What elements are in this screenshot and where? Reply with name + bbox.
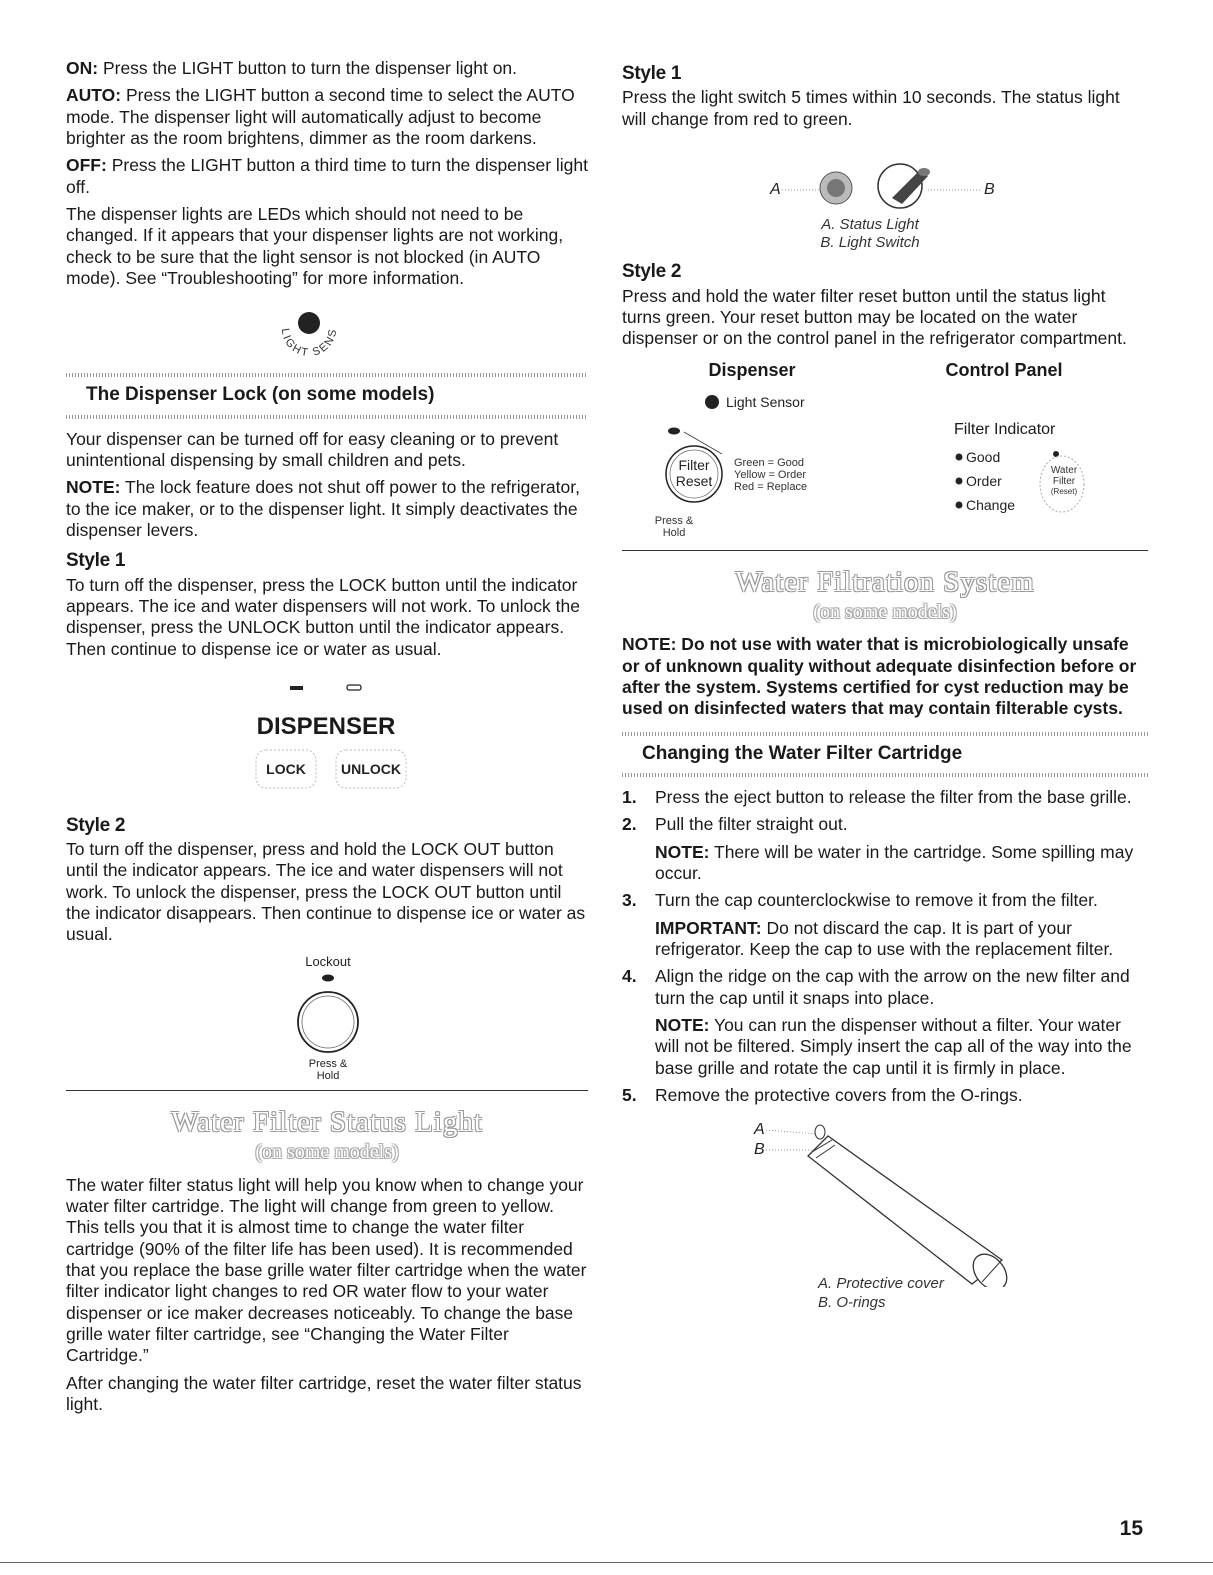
- section-divider: [66, 415, 588, 419]
- fig-caption-b: B. O-rings: [818, 1293, 886, 1311]
- lock-intro: Your dispenser can be turned off for easy cleaning or to prevent unintentional dispensing by small children and pets.: [66, 428, 559, 470]
- filter-indicator-title: Filter Indicator: [954, 420, 1056, 438]
- lock-section-title: The Dispenser Lock (on some models): [86, 384, 435, 406]
- unlock-indicator-icon: [347, 685, 361, 690]
- button-text: Filter: [1052, 475, 1076, 487]
- left-column: [66, 58, 588, 1421]
- right-column: [622, 58, 1148, 1312]
- light-switch-icon: [878, 164, 930, 208]
- lockout-button: [298, 992, 358, 1052]
- lock-style1-text: To turn off the dispenser, press the LOCK button until the indicator appears. The ice and water dispensers will not work. To unlock the dispenser, press the UNLOCK button until the indicator appears. Then continue to dispense ice or water as usual.: [66, 574, 580, 659]
- list-item: 2. Pull the filter straight out. NOTE: There will be water in the cartridge. Some spilling may occur.: [622, 814, 1148, 884]
- reset-style2-text: Press and hold the water filter reset button until the status light turns green. Your reset button may be located on the water dispenser or on the control panel in the refrigerator compartment.: [622, 285, 1127, 349]
- reset-indicator-icon: [668, 427, 680, 434]
- status-light-para2: After changing the water filter cartridge, reset the water filter status light.: [66, 1372, 582, 1414]
- indicator-item: Order: [966, 472, 1002, 489]
- indicator-good-dot-icon: [956, 453, 963, 460]
- fig-caption-a: A. Protective cover: [818, 1275, 944, 1293]
- indicator-item: Change: [966, 496, 1016, 513]
- dispenser-lock-panel: [66, 666, 588, 806]
- dispenser-heading: Dispenser: [708, 359, 796, 380]
- reset-style2-heading: Style 2: [622, 261, 682, 283]
- led-paragraph: The dispenser lights are LEDs which should not need to be changed. If it appears that your dispenser lights are not working, check to be sure that the light sensor is not blocked (in AUTO mode). See “Troubleshooting” for more information.: [66, 204, 564, 289]
- fig-caption-b: B. Light Switch: [820, 234, 920, 252]
- status-light-para1: The water filter status light will help you know when to change your water filter cartridge. The light will change from green to yellow. This tells you that it is almost time to change the water filter cartridge (90% of the filter life has been used). It is recommended that you replace the base grille water filter cartridge when the water filter indicator light changes to red OR water flow to your water dispenser or ice maker decreases noticeably. To change the base grille water filter cartridge, see “Changing the Water Filter Cartridge.”: [66, 1174, 587, 1366]
- water-filter-cartridge-icon: [808, 1125, 1014, 1287]
- reset-style1-text: Press the light switch 5 times within 10 seconds. The status light will change from red to green.: [622, 87, 1120, 129]
- light-mode-on: ON: Press the LIGHT button to turn the dispenser light on.: [66, 58, 518, 78]
- list-item: 4. Align the ridge on the cap with the arrow on the new filter and turn the cap until it snaps into place. NOTE: You can run the dispenser without a filter. Your water will not be filtered. Simply insert the cap all of the way into the base grille and rotate the cap until it is firmly in place.: [622, 966, 1148, 1079]
- reset-style1-heading: Style 1: [622, 63, 682, 84]
- press-hold-label: Hold: [316, 1069, 340, 1082]
- page-bottom-rule: [0, 1562, 1213, 1563]
- light-sensor-dot-icon: [705, 395, 719, 409]
- filtration-title: Water Filtration System: [735, 565, 1035, 598]
- lock-label: LOCK: [266, 760, 306, 777]
- svg-text:LIGHT SENSOR: [66, 295, 339, 359]
- changing-title: Changing the Water Filter Cartridge: [642, 742, 963, 764]
- list-item: 1. Press the eject button to release the filter from the base grille.: [622, 786, 1132, 807]
- press-hold-label: Press &: [654, 514, 694, 527]
- filter-cartridge-figure: [622, 1112, 1148, 1287]
- light-sensor-text: Light Sensor: [726, 393, 805, 410]
- filtration-note: NOTE: Do not use with water that is microbiologically unsafe or of unknown quality without adequate disinfection before or after the system. Systems certified for cyst reduction may be used on disinfected waters that may contain filterable cysts.: [622, 634, 1137, 719]
- light-sensor-label: LIGHT SENS: [278, 327, 340, 360]
- control-panel-heading: Control Panel: [945, 359, 1063, 380]
- list-item: 3. Turn the cap counterclockwise to remove it from the filter. IMPORTANT: Do not discard the cap. It is part of your refrigerator. Keep the cap to use with the replacement filter.: [622, 890, 1148, 960]
- indicator-order-dot-icon: [956, 477, 963, 484]
- lock-style1-heading: Style 1: [66, 550, 126, 572]
- list-item: 5. Remove the protective covers from the O-rings.: [622, 1085, 1023, 1106]
- lock-indicator-icon: [290, 686, 303, 690]
- fig-label-a: A: [754, 1121, 765, 1139]
- lock-style2-text: To turn off the dispenser, press and hold the LOCK OUT button until the indicator appears. The ice and water dispensers will not work. To unlock the dispenser, press the LOCK OUT button until the indicator disappears. Then continue to dispense ice or water as usual.: [66, 839, 586, 945]
- status-light-figure: [622, 136, 1148, 216]
- button-text: Water: [1050, 464, 1078, 476]
- press-hold-label: Hold: [662, 526, 686, 539]
- filter-reset-label: Reset: [675, 472, 713, 489]
- lockout-figure: [66, 952, 588, 1090]
- press-hold-label: Press &: [308, 1057, 348, 1070]
- step-note: IMPORTANT: Do not discard the cap. It is part of your refrigerator. Keep the cap to use with the replacement filter.: [655, 917, 1114, 960]
- lock-style2-heading: Style 2: [66, 814, 126, 836]
- lockout-indicator-icon: [322, 974, 334, 981]
- filtration-subtitle: (on some models): [813, 601, 957, 624]
- changing-steps: [622, 787, 1148, 1106]
- section-rule: [622, 550, 1148, 551]
- fig-label-b: B: [754, 1141, 765, 1159]
- legend-item: Green = Good: [734, 456, 805, 469]
- legend-item: Yellow = Order: [734, 468, 807, 481]
- lockout-label: Lockout: [305, 953, 351, 969]
- light-mode-auto: AUTO: Press the LIGHT button a second time to select the AUTO mode. The dispenser light will automatically adjust to become brighter as the room brightens, dimmer as the room darkens.: [66, 85, 575, 149]
- lock-note: NOTE: The lock feature does not shut off power to the refrigerator, to the ice maker, or to the dispenser light. It simply deactivates the dispenser levers.: [66, 477, 580, 540]
- step-note: NOTE: You can run the dispenser without a filter. Your water will not be filtered. Simply insert the cap all of the way into the base grille and rotate the cap until it is firmly in place.: [655, 1015, 1132, 1078]
- light-sensor-icon: [66, 295, 588, 373]
- page-number: 15: [1119, 1517, 1143, 1540]
- dispenser-panel-title: DISPENSER: [256, 712, 396, 740]
- button-text: (Reset): [1050, 486, 1078, 496]
- light-mode-off: OFF: Press the LIGHT button a third time to turn the dispenser light off.: [66, 155, 589, 197]
- status-light-title: Water Filter Status Light: [171, 1105, 483, 1138]
- status-light-subtitle: (on some models): [255, 1141, 399, 1164]
- indicator-change-dot-icon: [956, 501, 963, 508]
- step-note: NOTE: There will be water in the cartridge. Some spilling may occur.: [655, 841, 1134, 883]
- fig-label-a: A: [770, 180, 781, 198]
- fig-caption-a: A. Status Light: [821, 215, 919, 233]
- filter-reset-label: Filter: [678, 456, 710, 473]
- indicator-item: Good: [966, 448, 1001, 465]
- reset-figure: [622, 356, 1148, 546]
- unlock-label: UNLOCK: [341, 760, 401, 777]
- light-sensor-figure: [66, 295, 588, 373]
- legend-item: Red = Replace: [734, 480, 808, 493]
- fig-label-b: B: [984, 180, 995, 198]
- section-divider: [622, 773, 1148, 777]
